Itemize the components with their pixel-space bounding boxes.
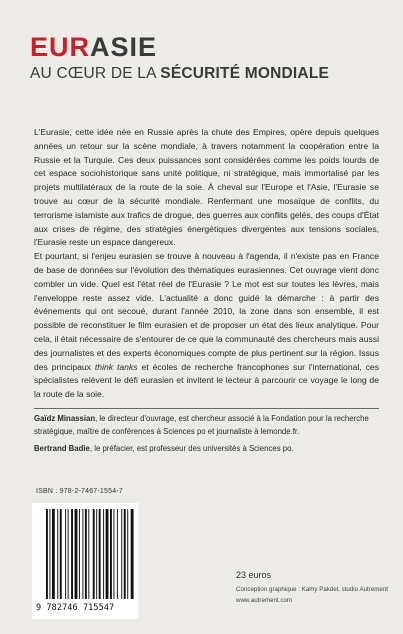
author-2: [34, 443, 379, 456]
barcode-digits: 9 782746 715547: [36, 603, 115, 613]
publisher-url: www.autrement.com: [236, 597, 293, 604]
title-part-red: EUR: [30, 32, 91, 62]
paragraph-2: [34, 250, 379, 402]
paragraph-2-end: et écoles de recherche francophones sur l'international, ces spécialistes relèvent le défi eurasien et invitent le lecteur à parcourir ce voyage le long de la route de la soie.: [34, 361, 379, 400]
title-block: [30, 32, 390, 84]
isbn-label: ISBN : 978-2-7467-1554-7: [36, 488, 123, 495]
barcode-bars: [46, 509, 136, 601]
author-1: [34, 413, 379, 439]
subtitle-bold: SÉCURITÉ MONDIALE: [160, 65, 330, 82]
back-cover-text: [34, 126, 379, 459]
authors-section: [34, 413, 379, 455]
author-2-bio: , le préfacier, est professeur des universités à Sciences po.: [89, 443, 294, 453]
author-1-bio: , le directeur d'ouvrage, est chercheur associé à la Fondation pour la recherche stratégique, maître de conférences à Sciences po et journaliste à lemonde.fr.: [34, 413, 369, 436]
design-credit: Conception graphique : Kamy Pakdel, studio Autrement: [236, 586, 389, 593]
price: 23 euros: [236, 570, 272, 580]
barcode: [32, 503, 138, 619]
subtitle-prefix: AU CŒUR DE LA: [30, 65, 161, 82]
title-part-dark: ASIE: [90, 32, 158, 62]
author-2-name: Bertrand Badie: [34, 443, 90, 453]
think-tanks-italic: think tanks: [94, 361, 138, 372]
credits: [236, 584, 388, 606]
author-1-name: Gaïdz Minassian: [34, 413, 96, 423]
book-title: [30, 32, 390, 62]
divider-rule: [34, 408, 379, 409]
paragraph-1: L'Eurasie, cette idée née en Russie après la chute des Empires, opère depuis quelques années un retour sur la scène mondiale, à travers notamment la coopération entre la Russie et la Turquie. Ces deux puissances sont considérées comme les poids lourds de cet espace sociohistorique sans unité politique, ni stratégique, mais immortalisé par les projets multilatéraux de la route de la soie. À cheval sur l'Europe et l'Asie, l'Eurasie se trouve au cœur de la sécurité mondiale. Renfermant une mosaïque de conflits, du terrorisme islamiste aux trafics de drogue, des guerres aux conflits gelés, des coups d'État aux crises de régime, des stratégies énergétiques divergentes aux tensions sociales, l'Eurasie reste un espace dangereux.: [34, 127, 379, 248]
paragraph-2-start: Et pourtant, si l'enjeu eurasien se trouve à nouveau à l'agenda, il n'existe pas en France de base de données sur l'évolution des thématiques eurasiennes. Cet ouvrage vient donc combler un vide. Quel est l'état réel de l'Eurasie ? Le mot est sur toutes les lèvres, mais l'enveloppe reste assez vide. L'actualité a donc guidé la démarche : à partir des événements qui ont secoué, durant l'année 2010, la zone dans son ensemble, il est possible de reconstituer le film eurasien et de proposer un état des lieux analytique. Pour cela, il était nécessaire de s'entourer de ce que la communauté des chercheurs mais aussi des journalistes et des experts économiques compte de plus pertinent sur la région. Issus des principaux: [34, 251, 379, 372]
book-subtitle: [30, 64, 390, 84]
